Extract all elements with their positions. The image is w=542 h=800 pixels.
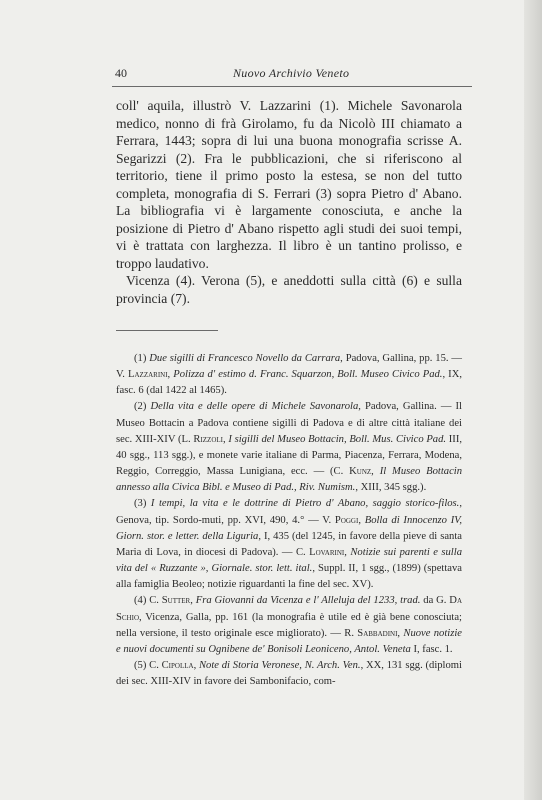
footnotes xyxy=(116,351,462,690)
page-number: 40 xyxy=(115,66,127,80)
footnote-1 xyxy=(116,351,462,399)
fn-text: , Padova, Gallina. — Il Museo Bottacin a Padova contiene sigilli di Padova e di altre città italiane dei sec. XIII-XIV (L. xyxy=(116,401,462,445)
fn-author: Lovarini xyxy=(309,546,345,558)
paragraph: coll' aquila, illustrò V. Lazzarini (1). Michele Savonarola medico, nonno di frà Girolamo, fu da Nicolò III chiamato a Ferrara, 1443; sopra di lui una buona monografia scrisse A. Segarizzi (2). Fra le pubblicazioni, che si riferiscono al territorio, tiene il primo posto la estesa, se non del tutto completa, monografia di S. Ferrari (3) sopra Pietro d' Abano. La bibliografia vi è largamente conosciuta, e anche la posizione di Pietro d' Abano rispetto agli studi dei suoi tempi, vi è trattata con larghezza. Il libro è un tantino prolisso, e troppo laudativo. xyxy=(116,98,462,271)
fn-text: , I, 435 (del 1245, in favore della pieve di santa Maria di Lova, in diocesi di Padova). — C. xyxy=(116,530,462,558)
fn-text: , xyxy=(167,369,174,381)
fn-title: Della vita e delle opere di Michele Savonarola xyxy=(150,401,359,413)
fn-text: , Genova, tip. Sordo-muti, pp. XVI, 490, 4.° — V. xyxy=(116,498,462,526)
fn-text: , xyxy=(223,433,229,445)
fn-text: I, fasc. 1. xyxy=(410,643,453,655)
fn-title: Il Museo Bottacin annesso alla Civica Bibl. e Museo di Pad., Riv. Numism. xyxy=(116,466,463,494)
fn-text: (1) xyxy=(134,353,150,364)
fn-text: III, 40 sgg., 113 sgg.), e monete varie italiane di Parma, Piacenza, Ferrara, Modena, Reggio, Correggio, Massa Lunigiana, ecc. — (C. xyxy=(116,433,462,478)
fn-text: , xyxy=(397,627,404,639)
fn-author: Sabbadini xyxy=(357,627,398,639)
fn-author: Sutter xyxy=(161,595,191,607)
fn-text: , XX, 131 sgg. (diplomi dei sec. XIII-XIV in favore dei Sambonifacio, com- xyxy=(116,659,462,688)
book-spine-shadow xyxy=(524,0,542,800)
fn-title: Fra Giovanni da Vicenza e l' Alleluja del 1233, trad. xyxy=(195,595,421,607)
fn-text: , xyxy=(371,466,380,478)
fn-title: Bolla di Innocenzo IV, Giorn. stor. e letter. della Liguria xyxy=(116,514,462,542)
fn-text: , Vicenza, Galla, pp. 161 (la monografia è utile ed è già bene conosciuta; nella versione, il testo originale esce migliorato). — R. xyxy=(116,611,462,639)
fn-text: , Padova, Gallina, pp. 15. — V. xyxy=(116,353,462,381)
fn-author: Cipolla xyxy=(161,659,194,671)
footnote-3 xyxy=(116,496,462,593)
fn-text: da G. xyxy=(420,595,450,607)
fn-author: Rizzoli xyxy=(193,433,223,445)
fn-title: Nuove notizie e nuovi documenti su Ognibene de' Bonisoli Leoniceno, Antol. Veneta xyxy=(116,627,463,655)
footnote-separator xyxy=(116,330,218,331)
fn-author: Da Schio xyxy=(116,595,463,623)
fn-text: , xyxy=(358,514,365,526)
fn-author: Poggi xyxy=(334,514,359,526)
fn-text: , xyxy=(193,659,199,671)
main-text xyxy=(116,97,462,307)
paragraph: Vicenza (4). Verona (5), e aneddotti sulla città (6) e sulla provincia (7). xyxy=(116,273,462,306)
fn-text: , IX, fasc. 6 (dal 1422 al 1465). xyxy=(116,369,463,397)
fn-title: Note di Storia Veronese, N. Arch. Ven. xyxy=(198,659,361,671)
fn-title: I tempi, la vita e le dottrine di Pietro d' Abano, saggio storico-filos. xyxy=(150,498,460,510)
fn-title: Notizie sui parenti e sulla vita del « Ruzzante », Giornale. stor. lett. ital. xyxy=(116,546,462,575)
footnote-4 xyxy=(116,593,462,658)
header-rule xyxy=(112,86,472,87)
fn-author: Kunz xyxy=(349,466,372,478)
fn-text: (5) C. xyxy=(134,659,162,671)
fn-author: Lazzarini xyxy=(128,369,168,381)
fn-text: (3) xyxy=(134,498,151,510)
fn-text: , XIII, 345 sgg.). xyxy=(355,482,427,494)
page-header xyxy=(115,66,470,84)
fn-title: Polizza d' estimo d. Franc. Squarzon, Boll. Museo Civico Pad. xyxy=(173,369,443,381)
fn-text: , Suppl. II, 1 sgg., (1899) (spettava alla famiglia Beoleo; notizie riguardanti la fine del sec. XV). xyxy=(116,563,462,591)
footnote-2 xyxy=(116,399,462,496)
fn-text: (2) xyxy=(134,401,151,413)
fn-title: I sigilli del Museo Bottacin, Boll. Mus. Civico Pad. xyxy=(228,433,447,445)
footnote-5 xyxy=(116,658,462,690)
fn-text: (4) C. xyxy=(134,595,162,607)
fn-text: , xyxy=(344,546,351,558)
fn-text: , xyxy=(190,595,196,607)
fn-title: Due sigilli di Francesco Novello da Carrara xyxy=(149,353,341,364)
running-title: Nuovo Archivio Veneto xyxy=(233,66,350,80)
